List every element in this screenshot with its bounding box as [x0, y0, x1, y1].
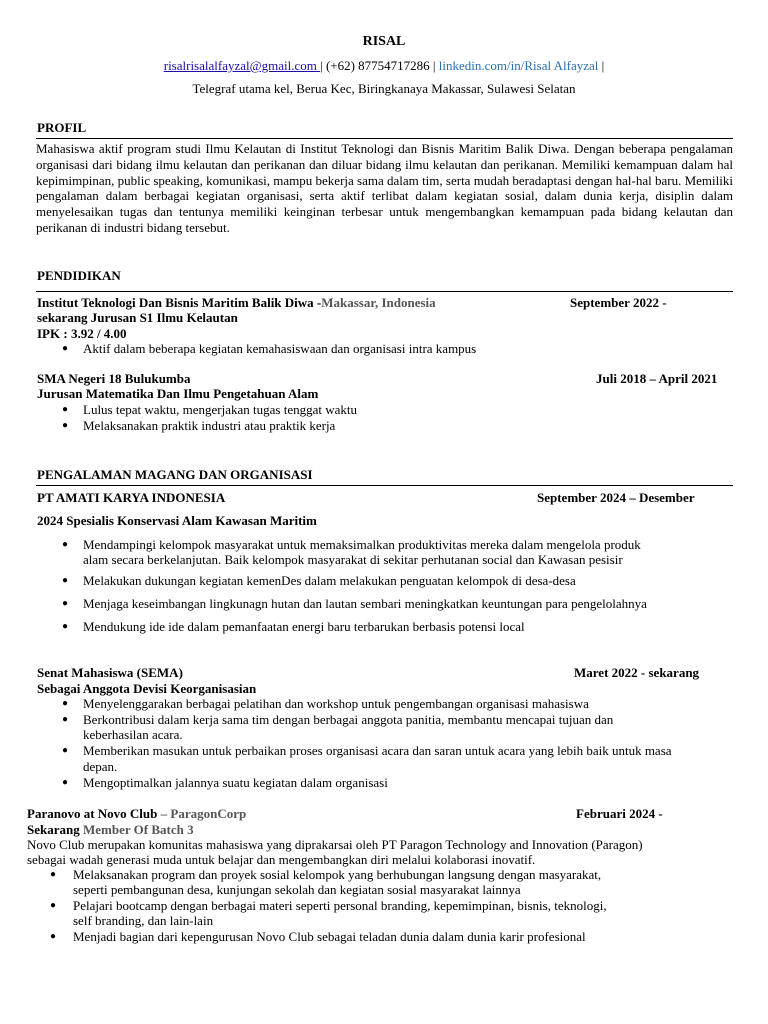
education-major: sekarang Jurusan S1 Ilmu Kelautan — [37, 310, 238, 325]
linkedin-link[interactable]: linkedin.com/in/Risal Alfayzal — [438, 58, 599, 73]
education-institution: SMA Negeri 18 Bulukumba — [37, 371, 191, 386]
list-item: Aktif dalam beberapa kegiatan kemahasiswaan dan organisasi intra kampus — [83, 341, 477, 356]
list-item: Menjadi bagian dari kepengurusan Novo Club sebagai teladan dunia dalam dunia karir profesional — [73, 929, 586, 944]
section-heading-pengalaman: PENGALAMAN MAGANG DAN ORGANISASI — [37, 467, 313, 482]
experience-date: Maret 2022 - sekarang — [574, 665, 700, 680]
list-item: Melaksanakan program dan proyek sosial kelompok yang berhubungan langsung dengan masyarakat, — [73, 867, 602, 882]
role-member: Member Of Batch 3 — [79, 822, 194, 837]
bullet-icon: ● — [62, 420, 69, 431]
list-item: Pelajari bootcamp dengan berbagai materi seperti personal branding, kepemimpinan, bisnis, teknologi, — [73, 898, 607, 913]
org-description: sebagai wadah generasi muda untuk belajar dan mengembangkan diri melalui kolaborasi inovatif. — [27, 852, 536, 867]
role-sekarang: Sekarang — [27, 822, 80, 837]
org-name: Paranovo at Novo Club — [27, 806, 158, 821]
institution-location: Makassar, Indonesia — [321, 295, 436, 310]
list-item: Lulus tepat waktu, mengerjakan tugas tenggat waktu — [83, 402, 358, 417]
list-item-continuation: seperti pembangunan desa, kunjungan sekolah dan kegiatan sosial masyarakat lainnya — [73, 882, 521, 897]
experience-role: 2024 Spesialis Konservasi Alam Kawasan Maritim — [37, 513, 317, 528]
list-item: Mendukung ide ide dalam pemanfaatan energi baru terbarukan berbasis potensi local — [83, 619, 525, 634]
list-item: Berkontribusi dalam kerja sama tim dengan berbagai anggota panitia, membantu mencapai tujuan dan — [83, 712, 614, 727]
list-item: Menyelenggarakan berbagai pelatihan dan workshop untuk pengembangan organisasi mahasiswa — [83, 696, 589, 711]
list-item-continuation: depan. — [83, 759, 118, 774]
bullet-icon: ● — [62, 777, 69, 788]
bullet-icon: ● — [62, 598, 69, 609]
bullet-icon: ● — [62, 714, 69, 725]
experience-role — [27, 822, 194, 838]
list-item: Mendampingi kelompok masyarakat untuk memaksimalkan produktivitas mereka dalam mengelola produk — [83, 537, 641, 552]
bullet-icon: ● — [50, 900, 57, 911]
bullet-icon: ● — [62, 575, 69, 586]
phone-text: | (+62) 87754717286 | — [320, 58, 436, 73]
section-heading-pendidikan: PENDIDIKAN — [37, 268, 121, 283]
institution-name: Institut Teknologi Dan Bisnis Maritim Balik Diwa - — [37, 295, 322, 310]
profil-paragraph: Mahasiswa aktif program studi Ilmu Kelautan di Institut Teknologi dan Bisnis Maritim Balik Diwa. Dengan beberapa pengalaman organisasi dari bidang ilmu kelautan dan perikanan dan diluar bidang ilmu kelautan dan perikanan. Memiliki kemampuan dalam hal kepimimpinan, public speaking, komunikasi, mampu bekerja sama dalam tim, serta mudah beradaptasi dengan hal-hal baru. Memiliki pengalaman dalam berbagai kegiatan organisasi, serta aktif terlibat dalam kegiatan sosial, dalam dunia kerja, disiplin dalam menyelesaikan tugas dan tentunya memiliki keinginan terbesar untuk mengembangkan kemampuan pada bidang kelautan dan perikanan di industri bidang tersebut. — [36, 141, 733, 235]
address-line: Telegraf utama kel, Berua Kec, Biringkanaya Makassar, Sulawesi Selatan — [192, 81, 576, 96]
section-heading-profil: PROFIL — [37, 120, 87, 135]
education-institution — [37, 295, 436, 311]
bullet-icon: ● — [62, 698, 69, 709]
list-item: Menjaga keseimbangan lingkunagn hutan dan lautan sembari meningkatkan keuntungan para pengelolahnya — [83, 596, 647, 611]
education-date: September 2022 - — [570, 295, 667, 310]
email-link[interactable]: risalrisalalfayzal@gmail.com — [163, 58, 321, 73]
section-divider — [36, 138, 733, 139]
list-item-continuation: keberhasilan acara. — [83, 727, 183, 742]
list-item-continuation: alam secara berkelanjutan. Baik kelompok masyarakat di sekitar perhutanan social dan Kawasan pesisir — [83, 552, 623, 567]
org-dash: – — [157, 806, 171, 821]
experience-company — [27, 806, 246, 822]
list-item: Melakukan dukungan kegiatan kemenDes dalam melakukan penguatan kelompok di desa-desa — [83, 573, 576, 588]
education-date: Juli 2018 – April 2021 — [596, 371, 718, 386]
bullet-icon: ● — [62, 343, 69, 354]
bullet-icon: ● — [62, 539, 69, 550]
experience-date: Februari 2024 - — [576, 806, 663, 821]
resume-name: RISAL — [362, 34, 406, 49]
bullet-icon: ● — [62, 404, 69, 415]
list-item-continuation: self branding, dan lain-lain — [73, 913, 214, 928]
section-divider — [36, 291, 733, 292]
experience-date: September 2024 – Desember — [537, 490, 695, 505]
bullet-icon: ● — [50, 931, 57, 942]
list-item: Melaksanakan praktik industri atau praktik kerja — [83, 418, 336, 433]
experience-company: PT AMATI KARYA INDONESIA — [37, 490, 226, 505]
contact-line — [0, 58, 768, 74]
education-ipk: IPK : 3.92 / 4.00 — [37, 326, 127, 341]
contact-separator: | — [601, 58, 605, 73]
list-item: Memberikan masukan untuk perbaikan proses organisasi acara dan saran untuk acara yang lebih baik untuk masa — [83, 743, 672, 758]
org-company: ParagonCorp — [170, 806, 247, 821]
section-divider — [36, 485, 733, 486]
bullet-icon: ● — [62, 745, 69, 756]
list-item: Mengoptimalkan jalannya suatu kegiatan dalam organisasi — [83, 775, 388, 790]
experience-role: Sebagai Anggota Devisi Keorganisasian — [37, 681, 257, 696]
org-description: Novo Club merupakan komunitas mahasiswa yang diprakarsai oleh PT Paragon Technology and Innovation (Paragon) — [27, 837, 643, 852]
education-major: Jurusan Matematika Dan Ilmu Pengetahuan Alam — [37, 386, 319, 401]
bullet-icon: ● — [50, 869, 57, 880]
bullet-icon: ● — [62, 621, 69, 632]
experience-company: Senat Mahasiswa (SEMA) — [37, 665, 183, 680]
